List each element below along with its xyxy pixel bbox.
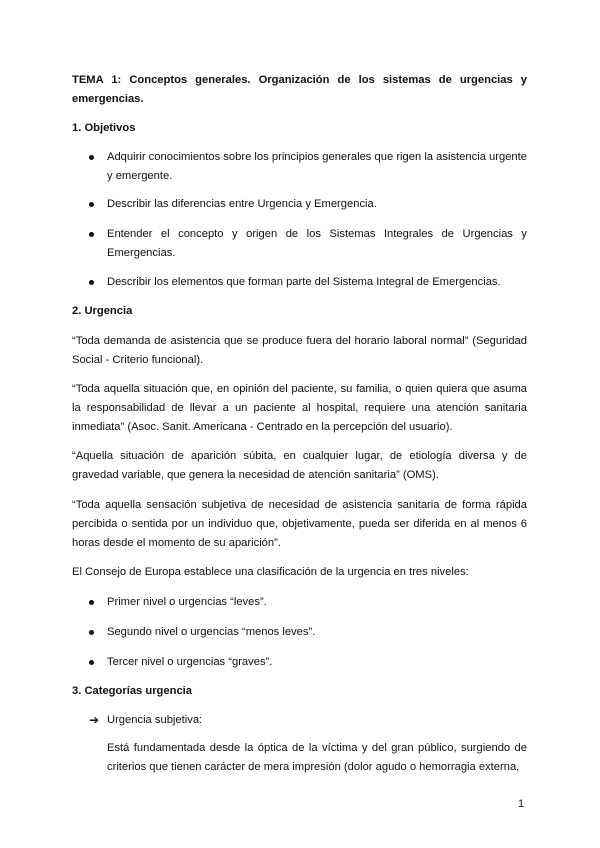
section-3-heading: 3. Categorías urgencia <box>72 685 192 697</box>
urgency-level-item: Tercer nivel o urgencias “graves”. <box>107 656 273 668</box>
bullet-icon <box>89 630 94 635</box>
page-number: 1 <box>518 798 525 810</box>
urgency-level-item: Segundo nivel o urgencias “menos leves”. <box>107 626 316 638</box>
document-title: TEMA 1: Conceptos generales. Organización de los sistemas de urgencias y emergencias. <box>72 74 527 105</box>
objective-item: Entender el concepto y origen de los Sistemas Integrales de Urgencias y Emergencias. <box>107 228 527 259</box>
section-1-heading: 1. Objetivos <box>72 122 136 134</box>
bullet-icon <box>89 232 94 237</box>
category-paragraph: Está fundamentada desde la óptica de la víctima y del gran público, surgiendo de criterios que tienen carácter de mera impresión (dolor agudo o hemorragia externa, <box>107 742 527 773</box>
arrow-right-icon: ➔ <box>89 713 100 727</box>
section-2-heading: 2. Urgencia <box>72 305 133 317</box>
objective-item: Describir las diferencias entre Urgencia y Emergencia. <box>107 198 377 210</box>
urgency-level-item: Primer nivel o urgencias “leves”. <box>107 596 267 608</box>
classification-intro: El Consejo de Europa establece una clasificación de la urgencia en tres niveles: <box>72 566 469 578</box>
bullet-icon <box>89 202 94 207</box>
objective-item: Adquirir conocimientos sobre los principios generales que rigen la asistencia urgente y emergente. <box>107 151 527 182</box>
bullet-icon <box>89 600 94 605</box>
bullet-icon <box>89 155 94 160</box>
definition-paragraph: “Toda demanda de asistencia que se produce fuera del horario laboral normal” (Seguridad Social - Criterio funcional). <box>72 335 527 366</box>
definition-paragraph: “Toda aquella sensación subjetiva de necesidad de asistencia sanitaria de forma rápida percibida o sentida por un individuo que, objetivamente, pueda ser diferida en al menos 6 horas desde el momento de su aparición”. <box>72 499 527 549</box>
category-subitem: Urgencia subjetiva: <box>107 714 203 726</box>
bullet-icon <box>89 280 94 285</box>
definition-paragraph: “Toda aquella situación que, en opinión del paciente, su familia, o quien quiera que asuma la responsabilidad de llevar a un paciente al hospital, requiere una atención sanitaria inmediata” (Asoc. Sanit. Americana - Centrado en la percepción del usuario). <box>72 383 527 433</box>
definition-paragraph: “Aquella situación de aparición súbita, en cualquier lugar, de etiología diversa y de gravedad variable, que genera la necesidad de atención sanitaria” (OMS). <box>72 450 527 481</box>
objective-item: Describir los elementos que forman parte del Sistema Integral de Emergencias. <box>107 276 501 288</box>
bullet-icon <box>89 660 94 665</box>
